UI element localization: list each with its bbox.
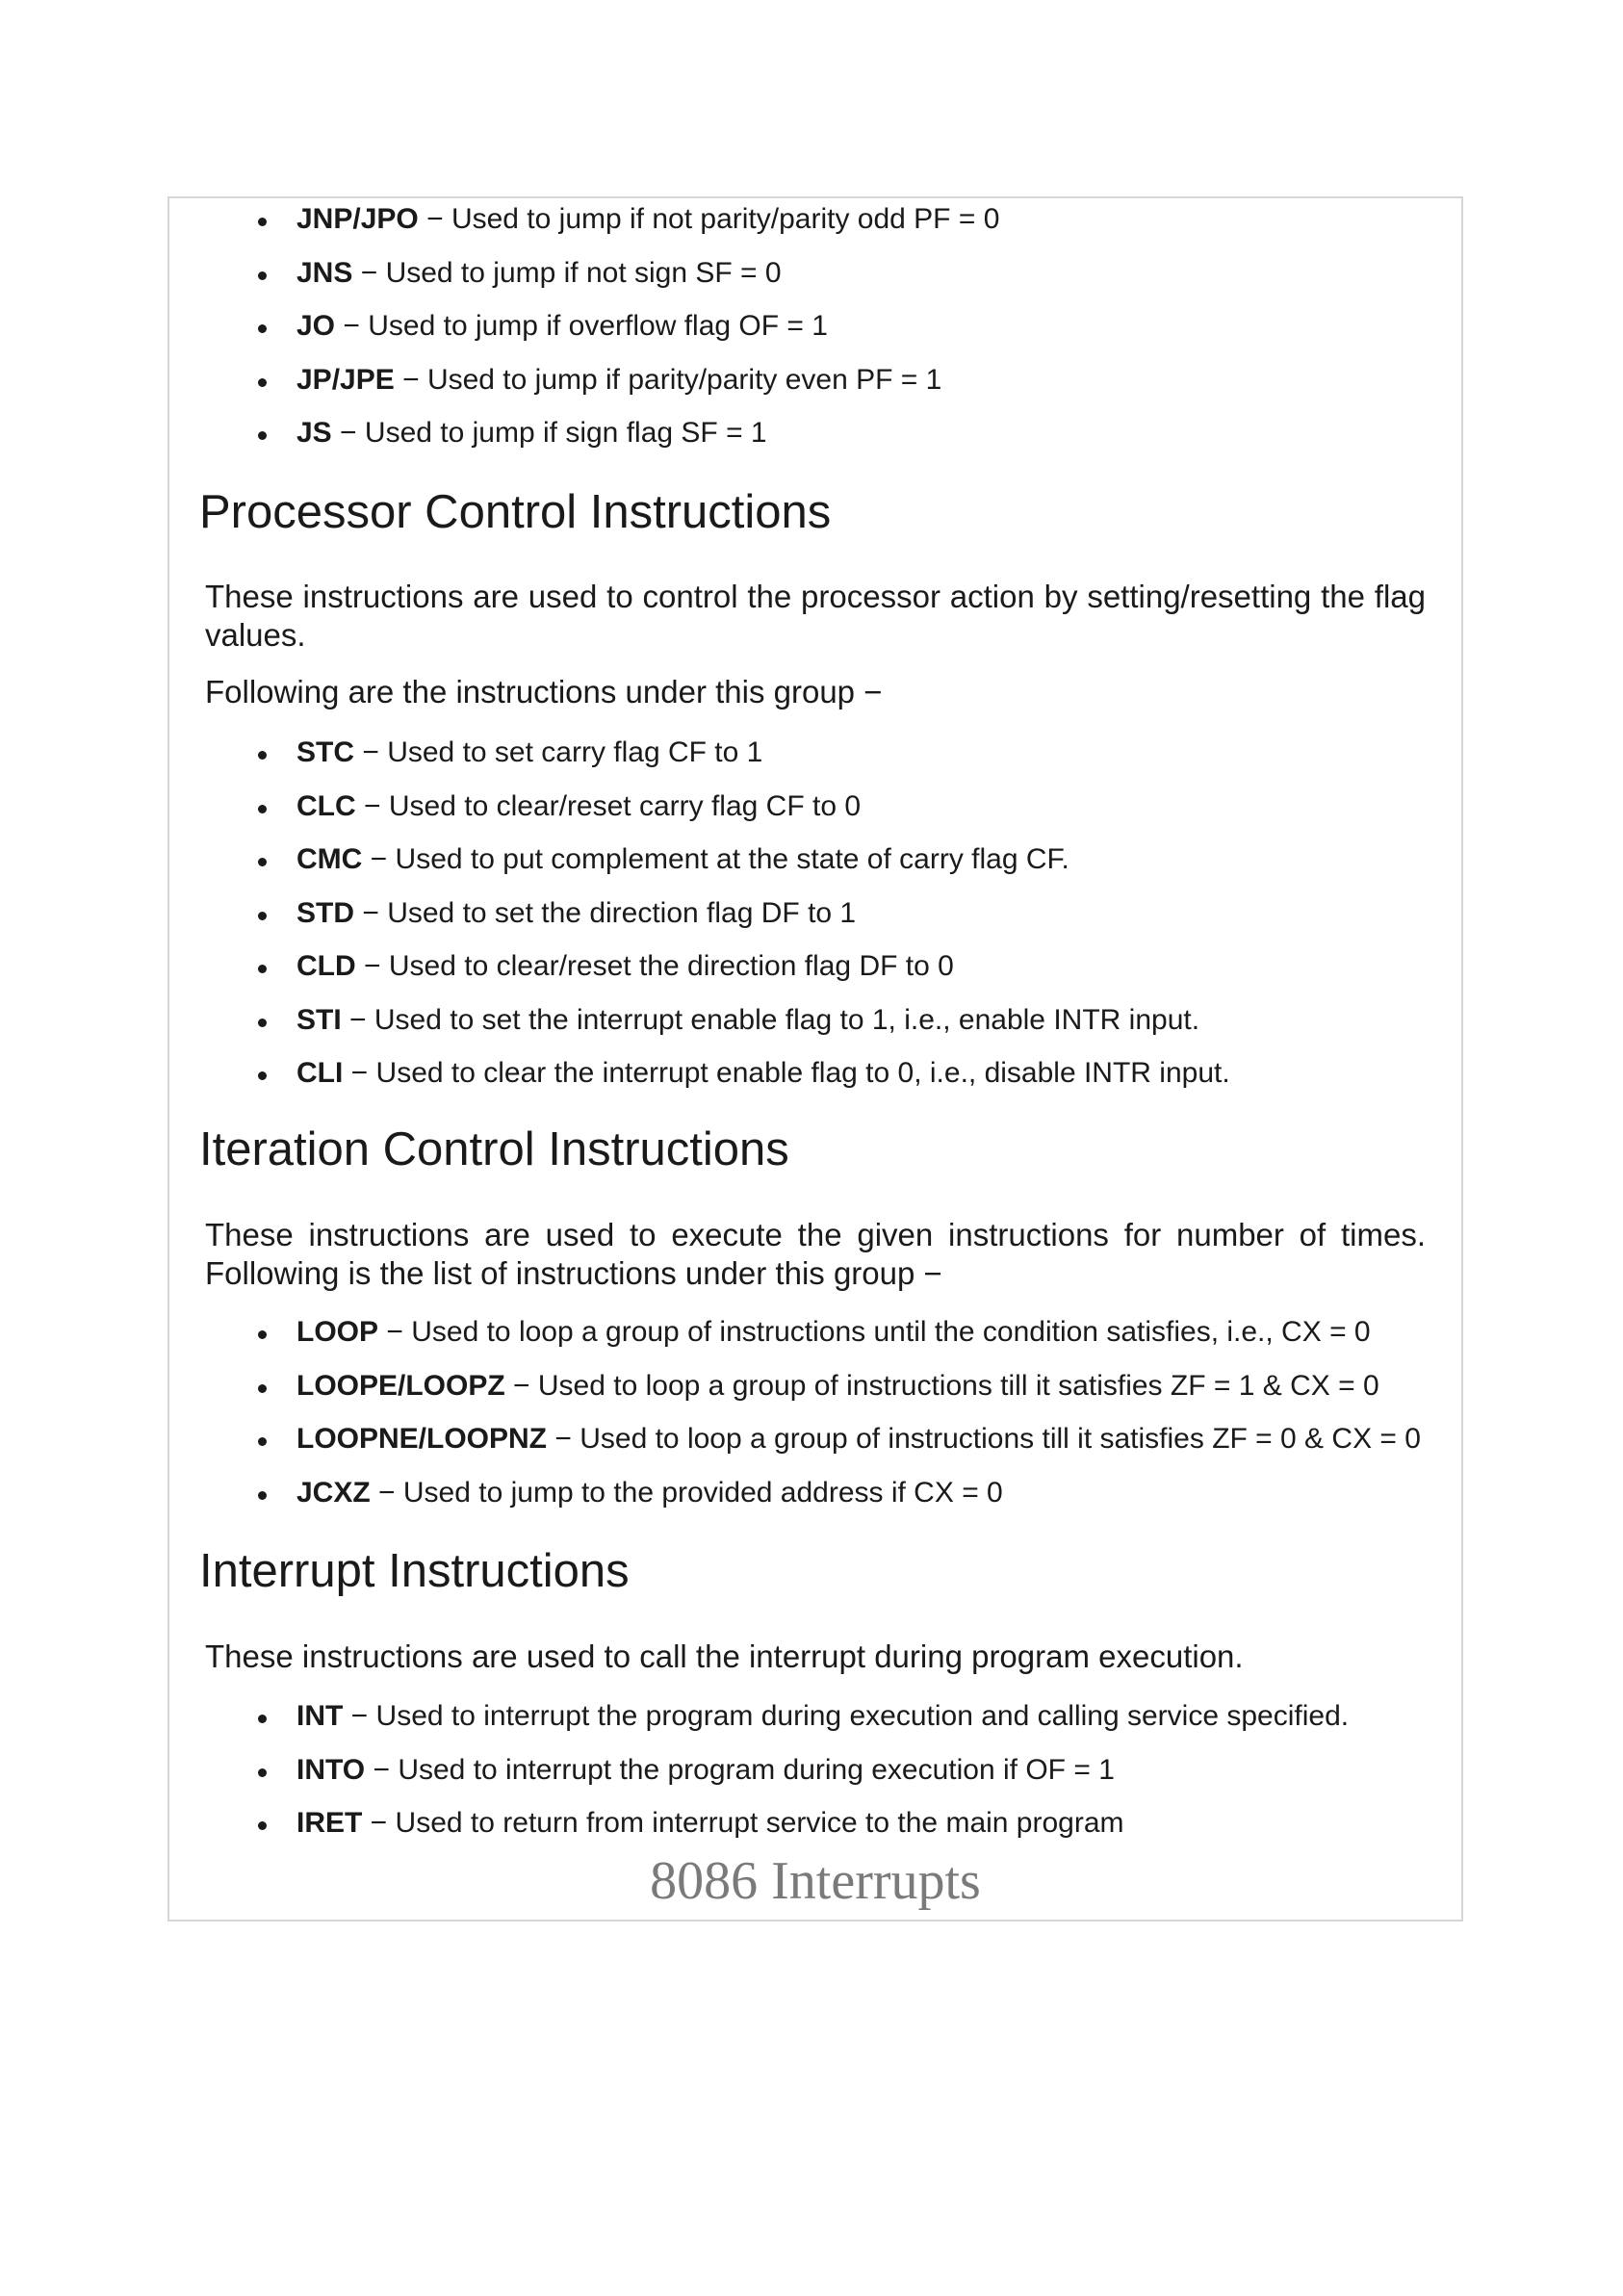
list-item: INT − Used to interrupt the program during execution and calling service specified. bbox=[169, 1697, 1461, 1751]
list-item: JNS − Used to jump if not sign SF = 0 bbox=[169, 254, 1461, 308]
next-section-title: 8086 Interrupts bbox=[650, 1851, 981, 1911]
list-item: JO − Used to jump if overflow flag OF = 1 bbox=[169, 307, 1461, 361]
list-item: STD − Used to set the direction flag DF to 1 bbox=[169, 894, 1461, 948]
list-item: CMC − Used to put complement at the state of carry flag CF. bbox=[169, 840, 1461, 894]
list-item: LOOPE/LOOPZ − Used to loop a group of instructions till it satisfies ZF = 1 & CX = 0 bbox=[169, 1367, 1461, 1421]
list-item: JNP/JPO − Used to jump if not parity/parity odd PF = 0 bbox=[169, 200, 1461, 254]
interrupt-intro: These instructions are used to call the interrupt during program execution. bbox=[205, 1638, 1244, 1674]
iteration-control-list bbox=[169, 1313, 1461, 1527]
processor-control-intro: These instructions are used to control the processor action by setting/resetting the flag values. bbox=[205, 579, 1426, 653]
list-item: JCXZ − Used to jump to the provided address if CX = 0 bbox=[169, 1474, 1461, 1528]
section-heading-interrupt: Interrupt Instructions bbox=[199, 1545, 630, 1597]
section-heading-processor-control: Processor Control Instructions bbox=[199, 486, 832, 538]
list-item: JS − Used to jump if sign flag SF = 1 bbox=[169, 414, 1461, 468]
list-item: CLI − Used to clear the interrupt enable flag to 0, i.e., disable INTR input. bbox=[169, 1054, 1461, 1108]
processor-control-intro2: Following are the instructions under this group − bbox=[205, 674, 883, 709]
interrupt-list bbox=[169, 1697, 1461, 1858]
list-item: INTO − Used to interrupt the program during execution if OF = 1 bbox=[169, 1751, 1461, 1805]
processor-control-list bbox=[169, 734, 1461, 1108]
jump-instruction-list bbox=[169, 200, 1461, 468]
list-item: STC − Used to set carry flag CF to 1 bbox=[169, 734, 1461, 787]
list-item: IRET − Used to return from interrupt service to the main program bbox=[169, 1804, 1461, 1858]
list-item: JP/JPE − Used to jump if parity/parity even PF = 1 bbox=[169, 361, 1461, 415]
list-item: CLD − Used to clear/reset the direction flag DF to 0 bbox=[169, 947, 1461, 1001]
list-item: LOOP − Used to loop a group of instructions until the condition satisfies, i.e., CX = 0 bbox=[169, 1313, 1461, 1367]
list-item: STI − Used to set the interrupt enable flag to 1, i.e., enable INTR input. bbox=[169, 1001, 1461, 1055]
page-frame bbox=[167, 196, 1463, 1922]
section-heading-iteration-control: Iteration Control Instructions bbox=[199, 1123, 789, 1175]
list-item: LOOPNE/LOOPNZ − Used to loop a group of instructions till it satisfies ZF = 0 & CX = 0 bbox=[169, 1420, 1461, 1474]
list-item: CLC − Used to clear/reset carry flag CF to 0 bbox=[169, 787, 1461, 841]
iteration-control-intro: These instructions are used to execute the given instructions for number of times. Following is the list of instructions under this group − bbox=[205, 1217, 1426, 1291]
